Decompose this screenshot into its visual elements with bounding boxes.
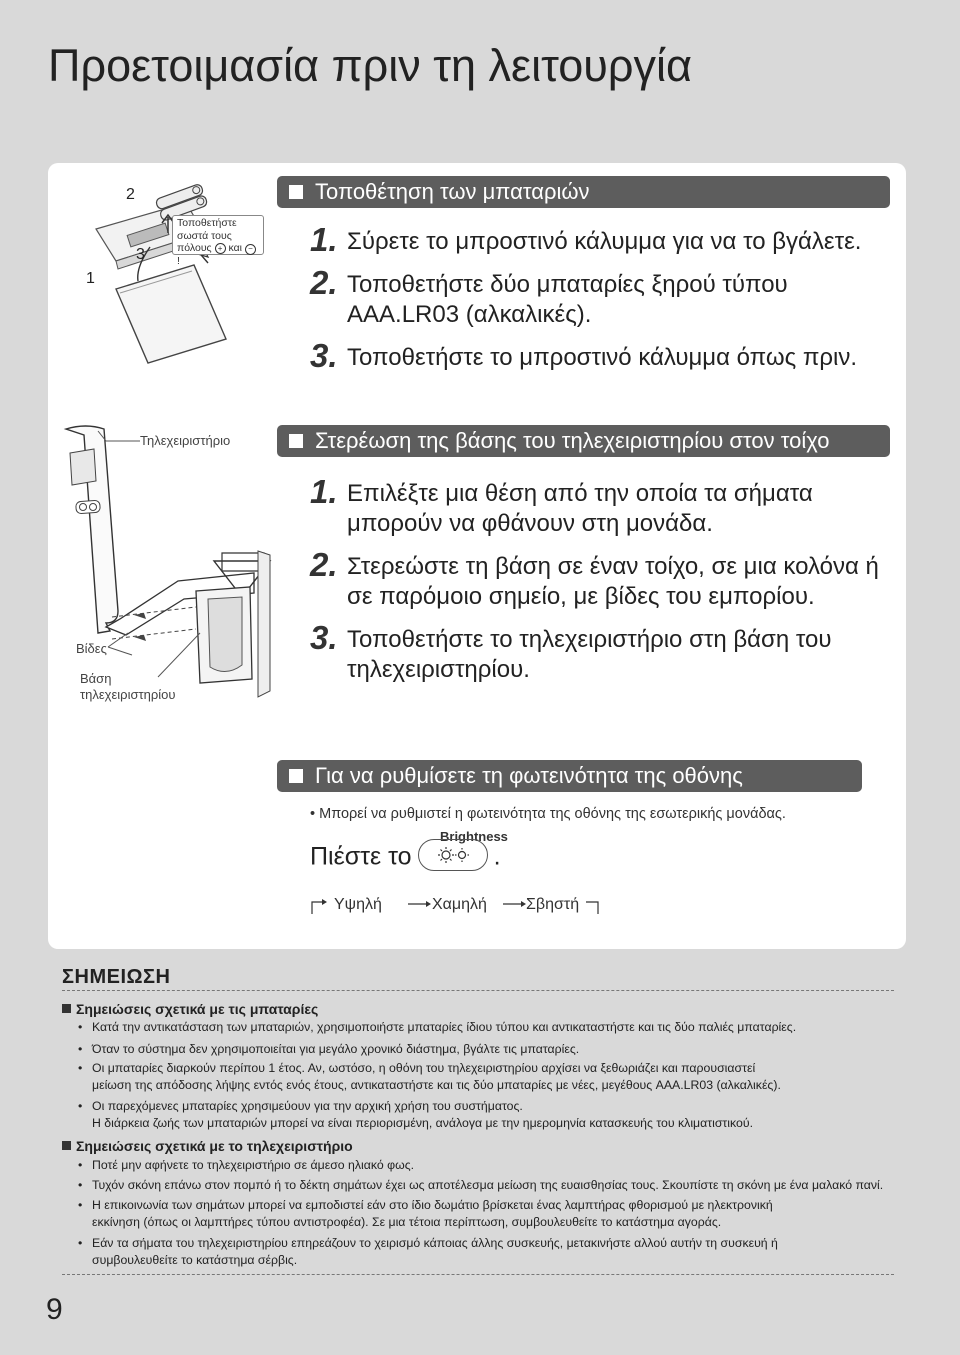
- remote-note-3: • Η επικοινωνία των σημάτων μπορεί να εμποδιστεί εάν στο ίδιο δωμάτιο βρίσκεται ένας λαμπτήρας φθορισμού με ηλεκτρονική: [78, 1196, 898, 1214]
- battery-note-2: • Όταν το σύστημα δεν χρησιμοποιείται για μεγάλο χρονικό διάστημα, βγάλτε τις μπαταρίες.: [78, 1040, 898, 1058]
- minus-icon: −: [245, 244, 256, 255]
- holder-section-heading: Στερέωση της βάσης του τηλεχειριστηρίου στον τοίχο: [277, 425, 890, 457]
- note-divider-top: [62, 990, 894, 991]
- square-bullet-icon: [289, 185, 303, 199]
- holder-steps: [310, 473, 900, 698]
- cycle-high: Υψηλή: [334, 896, 382, 913]
- cycle-low: Χαμηλή: [432, 896, 487, 913]
- remote-label: Τηλεχειριστήριο: [140, 433, 231, 448]
- brightness-bullet: • Μπορεί να ρυθμιστεί η φωτεινότητα της οθόνης της εσωτερικής μονάδας.: [310, 806, 786, 822]
- brightness-button[interactable]: [418, 839, 488, 871]
- plus-icon: +: [215, 243, 226, 254]
- remote-note-4: • Εάν τα σήματα του τηλεχειριστηρίου επηρεάζουν το χειρισμό κάποιας άλλης συσκευής, μετακινήστε αλλού αυτήν τη συσκευή ή: [78, 1234, 898, 1252]
- battery-note-3-cont: μείωση της απόδοσης λήψης εντός ενός έτους, αντικαταστήστε και τις δύο μπαταρίες με νέες, μεγέθους AAA.LR03 (αλκαλικές).: [92, 1078, 781, 1092]
- remote-notes-heading: Σημειώσεις σχετικά με το τηλεχειριστήριο: [62, 1138, 353, 1154]
- remote-note-4-cont: συμβουλευθείτε το κατάστημα σέρβις.: [92, 1253, 298, 1267]
- holder-step-2: 2. Στερεώστε τη βάση σε έναν τοίχο, σε μια κολόνα ή σε παρόμοιο σημείο, με βίδες του εμπορίου.: [310, 546, 879, 610]
- battery-notes-heading: Σημειώσεις σχετικά με τις μπαταρίες: [62, 1001, 318, 1017]
- label-leader-lines: [48, 163, 288, 723]
- cycle-off: Σβηστή: [526, 896, 580, 913]
- battery-steps: [310, 221, 890, 386]
- battery-section-heading: Τοποθέτηση των μπαταριών: [277, 176, 890, 208]
- sun-icon: [419, 840, 487, 870]
- holder-label-1: Βάση: [80, 671, 112, 686]
- battery-step-1-label: 1: [86, 270, 95, 287]
- battery-step-2-label: 2: [126, 186, 135, 203]
- instructions-panel: [48, 163, 906, 949]
- press-instruction: Πιέστε το .: [310, 842, 501, 874]
- remote-note-1: • Ποτέ μην αφήνετε το τηλεχειριστήριο σε άμεσο ηλιακό φως.: [78, 1156, 898, 1174]
- square-bullet-icon: [289, 769, 303, 783]
- brightness-section-heading: Για να ρυθμίσετε τη φωτεινότητα της οθόνης: [277, 760, 862, 792]
- brightness-button-label: Brightness: [440, 829, 508, 844]
- page-number: 9: [46, 1293, 63, 1326]
- battery-note-3: • Οι μπαταρίες διαρκούν περίπου 1 έτος. Αν, ωστόσο, η οθόνη του τηλεχειριστηρίου αρχίσει να ξεθωριάζει και παρουσιαστεί: [78, 1059, 898, 1077]
- battery-step-3: 3. Τοποθετήστε το μπροστινό κάλυμμα όπως πριν.: [310, 337, 858, 374]
- battery-step-3-label: 3: [136, 246, 145, 263]
- battery-note-4-cont: Η διάρκεια ζωής των μπαταριών μπορεί να είναι περιορισμένη, ανάλογα με την ημερομηνία κατασκευής του κλιματιστικού.: [92, 1116, 753, 1130]
- battery-note-4: • Οι παρεχόμενες μπαταρίες χρησιμεύουν για την αρχική χρήση του συστήματος.: [78, 1097, 898, 1115]
- battery-step-1: 1. Σύρετε το μπροστινό κάλυμμα για να το βγάλετε.: [310, 221, 862, 258]
- remote-note-2: • Τυχόν σκόνη επάνω στον πομπό ή το δέκτη σημάτων έχει ως αποτέλεσμα μείωση της ευαισθησίας τους. Σκουπίστε τη σκόνη με ένα μαλακό πανί.: [78, 1176, 898, 1194]
- battery-step-2: 2. Τοποθετήστε δύο μπαταρίες ξηρού τύπου AAA.LR03 (αλκαλικές).: [310, 264, 788, 328]
- note-divider-bottom: [62, 1274, 894, 1275]
- remote-note-3-cont: εκκίνηση (όπως οι λαμπτήρες τύπου αντιστροφέα). Σε μια τέτοια περίπτωση, συμβουλευθείτε το κατάστημα αγοράς.: [92, 1215, 722, 1229]
- screws-label: Βίδες: [76, 641, 107, 656]
- polarity-text-2: σωστά τους: [177, 229, 232, 242]
- holder-step-1: 1. Επιλέξτε μια θέση από την οποία τα σήματα μπορούν να φθάνουν στη μονάδα.: [310, 473, 813, 537]
- page-title: Προετοιμασία πριν τη λειτουργία: [48, 40, 692, 91]
- battery-note-1: • Κατά την αντικατάσταση των μπαταριών, χρησιμοποιήστε μπαταρίες ίδιου τύπου και αντικαταστήστε και τις δύο παλιές μπαταρίες.: [78, 1018, 898, 1036]
- polarity-text-1: Τοποθετήστε: [177, 217, 237, 229]
- square-bullet-icon: [289, 434, 303, 448]
- note-heading: ΣΗΜΕΙΩΣΗ: [62, 966, 171, 988]
- holder-step-3: 3. Τοποθετήστε το τηλεχειριστήριο στη βάση του τηλεχειριστηρίου.: [310, 619, 832, 683]
- polarity-text-3: πόλους + και − !: [177, 242, 259, 268]
- holder-label-2: τηλεχειριστηρίου: [80, 687, 176, 702]
